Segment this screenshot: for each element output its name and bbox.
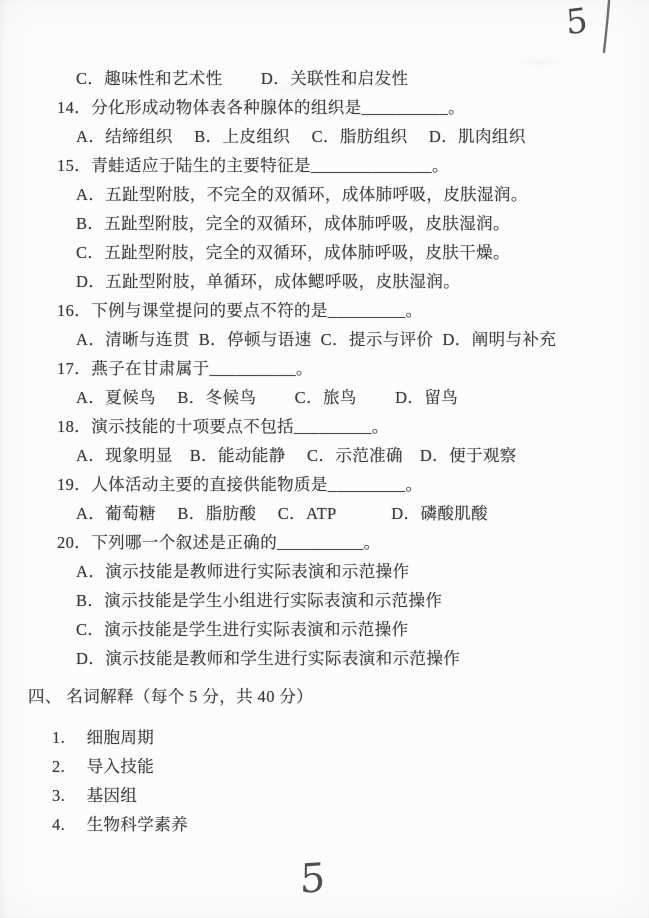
term-item: 1. 细胞周期 xyxy=(52,728,155,747)
handwritten-stroke-icon xyxy=(560,0,630,62)
handwritten-corner-mark xyxy=(560,0,630,62)
option-row: A．五趾型附肢，不完全的双循环，成体肺呼吸，皮肤湿润。 xyxy=(76,185,528,204)
section-heading: 四、 名词解释（每个 5 分，共 40 分） xyxy=(28,687,314,706)
question-line: 20．下列哪一个叙述是正确的__________。 xyxy=(57,533,381,552)
option-row: A．葡萄糖 B．脂肪酸 C．ATP D．磷酸肌酸 xyxy=(76,504,489,523)
option-row: A．夏候鸟 B．冬候鸟 C．旅鸟 D．留鸟 xyxy=(76,388,459,407)
option-row: A．现象明显 B．能动能静 C．示范准确 D．便于观察 xyxy=(76,446,517,465)
question-line: 17．燕子在甘肃属于__________。 xyxy=(57,359,313,378)
question-line: 14．分化形成动物体表各种腺体的组织是__________。 xyxy=(57,98,465,117)
term-item: 4. 生物科学素养 xyxy=(52,815,188,834)
option-row: B．五趾型附肢，完全的双循环，成体肺呼吸，皮肤湿润。 xyxy=(76,214,510,233)
option-row: D．演示技能是教师和学生进行实际表演和示范操作 xyxy=(76,649,461,668)
option-row: C．趣味性和艺术性 D．关联性和启发性 xyxy=(76,69,409,88)
option-row: A．演示技能是教师进行实际表演和示范操作 xyxy=(76,562,410,581)
option-row: C．五趾型附肢，完全的双循环，成体肺呼吸，皮肤干燥。 xyxy=(76,243,510,262)
question-line: 16．下例与课堂提问的要点不符的是_________。 xyxy=(57,301,423,320)
term-item: 3. 基因组 xyxy=(52,786,138,805)
option-row: D．五趾型附肢，单循环，成体鳃呼吸，皮肤湿润。 xyxy=(76,272,461,291)
handwritten-page-number: 5 xyxy=(299,855,326,903)
option-row: B．演示技能是学生小组进行实际表演和示范操作 xyxy=(76,591,443,610)
option-row: A．结缔组织 B．上皮组织 C．脂肪组织 D．肌肉组织 xyxy=(76,127,526,146)
handwritten-corner-digit: 5 xyxy=(564,0,589,44)
option-row: A．清晰与连贯 B．停顿与语速 C．提示与评价 D．阐明与补充 xyxy=(76,330,557,349)
term-item: 2. 导入技能 xyxy=(52,757,155,776)
question-line: 18．演示技能的十项要点不包括_________。 xyxy=(57,417,389,436)
option-row: C．演示技能是学生进行实际表演和示范操作 xyxy=(76,620,409,639)
question-line: 15．青蛙适应于陆生的主要特征是______________。 xyxy=(57,156,449,175)
question-line: 19．人体活动主要的直接供能物质是_________。 xyxy=(57,475,423,494)
document-body xyxy=(0,64,649,839)
